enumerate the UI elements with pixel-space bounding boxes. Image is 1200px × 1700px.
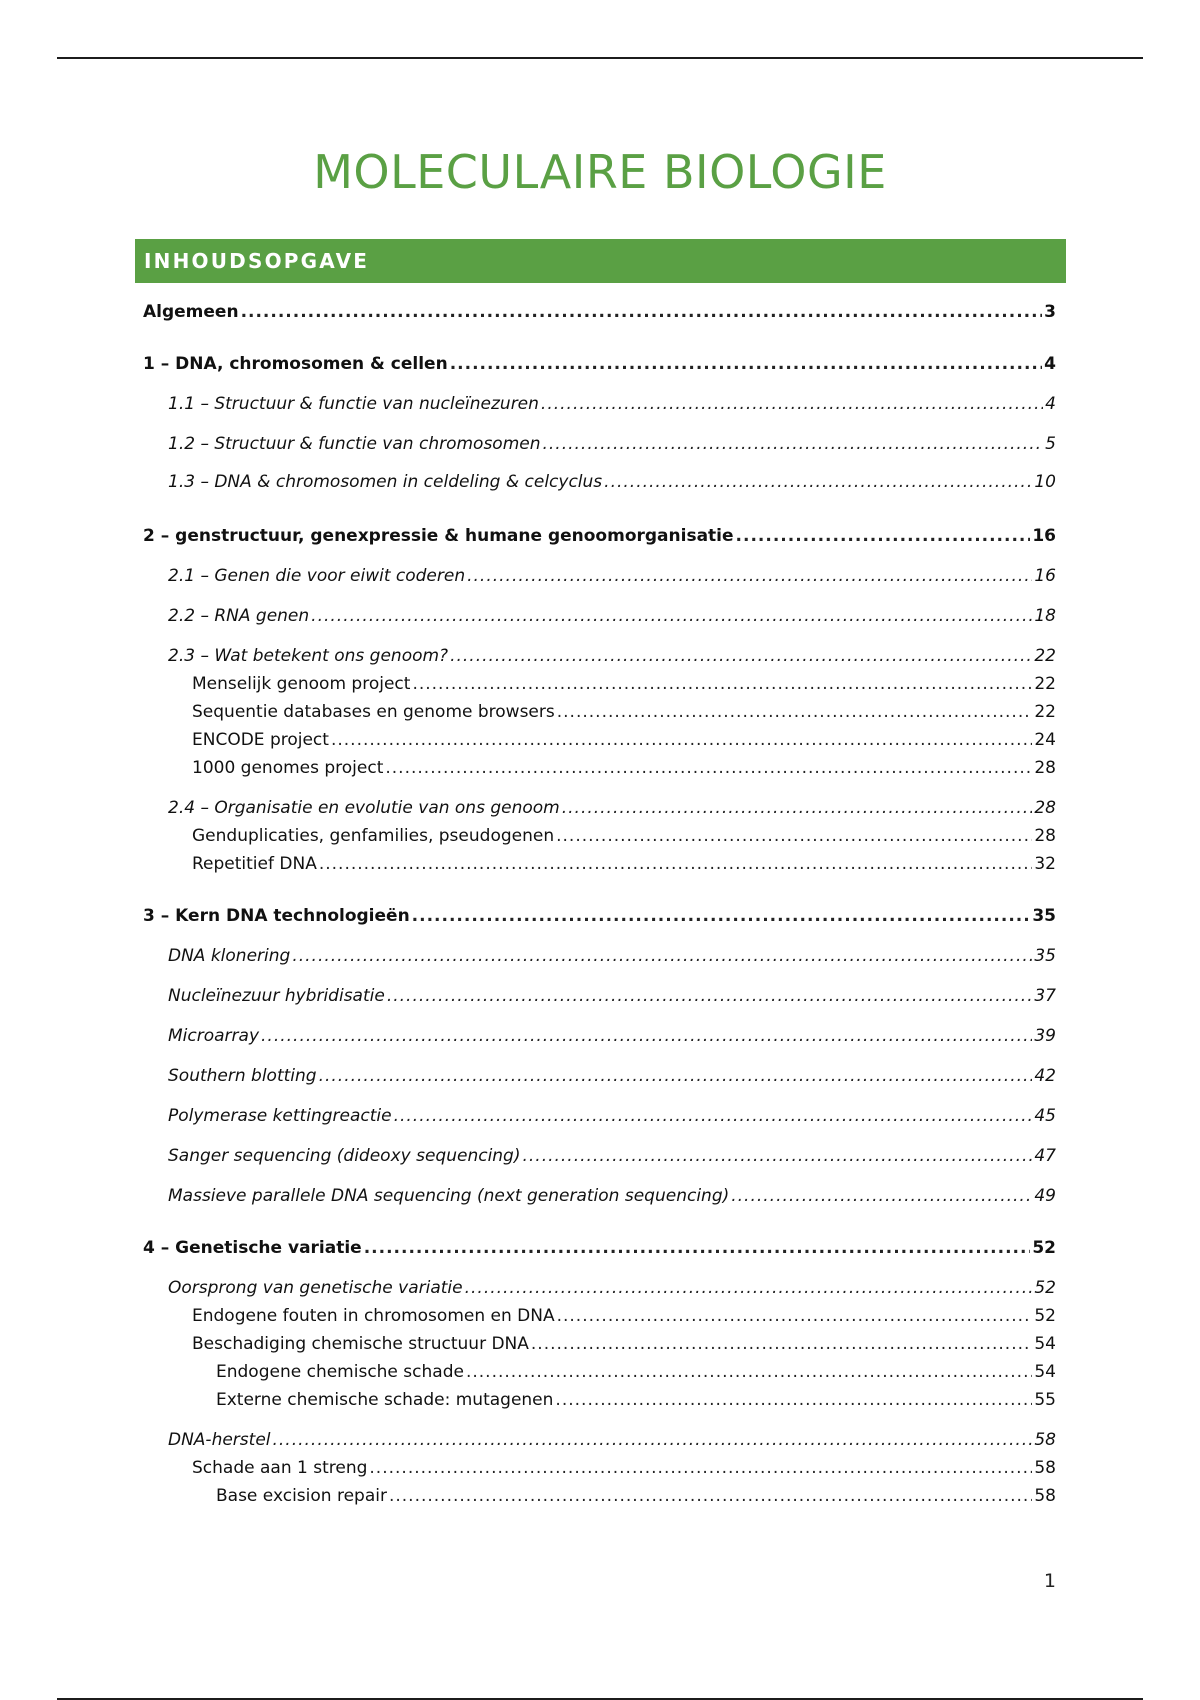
toc-entry-page: 22 (1034, 674, 1056, 694)
toc-leader-dots (465, 1274, 1033, 1302)
toc-entry-page: 32 (1034, 854, 1056, 874)
toc-entry-label: Sequentie databases en genome browsers (192, 702, 555, 722)
toc-entry-section-2-3[interactable] (143, 642, 1056, 670)
toc-entry-sanger-sequencing[interactable] (143, 1142, 1056, 1170)
toc-entry-page: 39 (1034, 1026, 1056, 1046)
toc-entry-page: 4 (1045, 394, 1056, 414)
toc-leader-dots (292, 942, 1032, 970)
toc-entry-label: ENCODE project (192, 730, 329, 750)
toc-entry-label: 1.2 – Structuur & functie van chromosomen (168, 434, 541, 454)
toc-entry-beschadiging-chemische-structuur[interactable] (143, 1330, 1056, 1358)
table-of-contents (143, 298, 1056, 1510)
toc-entry-encode-project[interactable] (143, 726, 1056, 754)
toc-entry-section-2-1[interactable] (143, 562, 1056, 590)
toc-leader-dots (604, 468, 1032, 496)
toc-entry-dna-klonering[interactable] (143, 942, 1056, 970)
toc-leader-dots (387, 982, 1033, 1010)
toc-entry-page: 5 (1045, 434, 1056, 454)
toc-entry-sequentie-databases[interactable] (143, 698, 1056, 726)
toc-entry-endogene-fouten[interactable] (143, 1302, 1056, 1330)
toc-entry-label: 4 – Genetische variatie (143, 1238, 362, 1258)
page-number: 1 (1043, 1570, 1056, 1592)
toc-entry-1000-genomes-project[interactable] (143, 754, 1056, 782)
toc-entry-externe-chemische-schade[interactable] (143, 1386, 1056, 1414)
toc-entry-section-2-2[interactable] (143, 602, 1056, 630)
toc-entry-page: 54 (1034, 1334, 1056, 1354)
toc-entry-endogene-chemische-schade[interactable] (143, 1358, 1056, 1386)
toc-entry-page: 16 (1034, 566, 1056, 586)
toc-entry-page: 28 (1034, 826, 1056, 846)
toc-leader-dots (273, 1426, 1033, 1454)
toc-leader-dots (522, 1142, 1032, 1170)
toc-entry-page: 37 (1034, 986, 1056, 1006)
toc-entry-label: 1.3 – DNA & chromosomen in celdeling & celcyclus (168, 472, 603, 492)
toc-entry-section-2-4[interactable] (143, 794, 1056, 822)
toc-entry-oorsprong-variatie[interactable] (143, 1274, 1056, 1302)
toc-entry-page: 45 (1034, 1106, 1056, 1126)
toc-heading-banner (135, 239, 1066, 283)
toc-entry-page: 49 (1034, 1186, 1056, 1206)
toc-entry-page: 52 (1032, 1238, 1056, 1258)
toc-leader-dots (543, 430, 1044, 458)
toc-entry-polymerase-kettingreactie[interactable] (143, 1102, 1056, 1130)
toc-entry-page: 55 (1034, 1390, 1056, 1410)
toc-entry-label: Repetitief DNA (192, 854, 317, 874)
toc-entry-chapter-2[interactable] (143, 522, 1056, 550)
toc-entry-label: Schade aan 1 streng (192, 1458, 368, 1478)
toc-entry-chapter-4[interactable] (143, 1234, 1056, 1262)
toc-leader-dots (450, 642, 1032, 670)
document-title: MOLECULAIRE BIOLOGIE (313, 145, 887, 199)
toc-entry-page: 22 (1034, 646, 1056, 666)
toc-leader-dots (557, 698, 1033, 726)
toc-entry-nucleinezuur-hybridisatie[interactable] (143, 982, 1056, 1010)
toc-entry-label: Genduplicaties, genfamilies, pseudogenen (192, 826, 555, 846)
toc-leader-dots (311, 602, 1032, 630)
toc-entry-schade-aan-1-streng[interactable] (143, 1454, 1056, 1482)
toc-entry-page: 54 (1034, 1362, 1056, 1382)
toc-entry-section-1-2[interactable] (143, 430, 1056, 458)
toc-entry-chapter-3[interactable] (143, 902, 1056, 930)
toc-entry-label: Beschadiging chemische structuur DNA (192, 1334, 529, 1354)
toc-entry-page: 28 (1034, 758, 1056, 778)
toc-leader-dots (385, 754, 1032, 782)
toc-entry-label: DNA klonering (168, 946, 291, 966)
toc-entry-label: 3 – Kern DNA technologieën (143, 906, 410, 926)
toc-leader-dots (412, 902, 1031, 930)
toc-leader-dots (261, 1022, 1032, 1050)
toc-entry-section-1-3[interactable] (143, 468, 1056, 496)
toc-entry-label: Menselijk genoom project (192, 674, 411, 694)
toc-leader-dots (389, 1482, 1032, 1510)
toc-entry-microarray[interactable] (143, 1022, 1056, 1050)
toc-leader-dots (319, 850, 1033, 878)
toc-leader-dots (466, 1358, 1032, 1386)
toc-leader-dots (736, 522, 1031, 550)
toc-entry-label: Southern blotting (168, 1066, 317, 1086)
toc-entry-label: 2.3 – Wat betekent ons genoom? (168, 646, 449, 666)
toc-entry-label: 2 – genstructuur, genexpressie & humane genoomorganisatie (143, 526, 734, 546)
toc-entry-page: 24 (1034, 730, 1056, 750)
toc-entry-label: Polymerase kettingreactie (168, 1106, 392, 1126)
top-rule (57, 57, 1143, 59)
toc-entry-section-1-1[interactable] (143, 390, 1056, 418)
toc-entry-label: DNA-herstel (168, 1430, 271, 1450)
toc-entry-massieve-parallele-sequencing[interactable] (143, 1182, 1056, 1210)
toc-leader-dots (556, 822, 1032, 850)
toc-leader-dots (241, 298, 1043, 326)
toc-heading: INHOUDSOPGAVE (144, 249, 370, 273)
toc-entry-page: 58 (1034, 1430, 1056, 1450)
toc-entry-page: 16 (1032, 526, 1056, 546)
toc-entry-page: 22 (1034, 702, 1056, 722)
toc-leader-dots (412, 670, 1032, 698)
toc-entry-page: 28 (1034, 798, 1056, 818)
toc-entry-label: Externe chemische schade: mutagenen (216, 1390, 554, 1410)
toc-entry-label: Endogene fouten in chromosomen en DNA (192, 1306, 555, 1326)
toc-entry-label: Oorsprong van genetische variatie (168, 1278, 463, 1298)
toc-leader-dots (557, 1302, 1033, 1330)
toc-entry-dna-herstel[interactable] (143, 1426, 1056, 1454)
toc-entry-label: 1000 genomes project (192, 758, 384, 778)
toc-entry-label: 2.4 – Organisatie en evolutie van ons genoom (168, 798, 560, 818)
toc-entry-label: Algemeen (143, 302, 239, 322)
toc-entry-label: 2.1 – Genen die voor eiwit coderen (168, 566, 466, 586)
toc-entry-page: 52 (1034, 1306, 1056, 1326)
toc-entry-page: 10 (1034, 472, 1056, 492)
toc-entry-label: 1 – DNA, chromosomen & cellen (143, 354, 448, 374)
toc-leader-dots (331, 726, 1032, 754)
toc-entry-page: 3 (1044, 302, 1056, 322)
toc-entry-label: Endogene chemische schade (216, 1362, 464, 1382)
toc-entry-page: 42 (1034, 1066, 1056, 1086)
toc-entry-label: Microarray (168, 1026, 260, 1046)
toc-entry-repetitief-dna[interactable] (143, 850, 1056, 878)
toc-entry-page: 47 (1034, 1146, 1056, 1166)
toc-entry-label: Base excision repair (216, 1486, 387, 1506)
toc-entry-southern-blotting[interactable] (143, 1062, 1056, 1090)
toc-leader-dots (369, 1454, 1032, 1482)
toc-entry-menselijk-genoom-project[interactable] (143, 670, 1056, 698)
toc-entry-chapter-1[interactable] (143, 350, 1056, 378)
toc-entry-label: Nucleïnezuur hybridisatie (168, 986, 385, 1006)
toc-leader-dots (450, 350, 1042, 378)
toc-entry-page: 18 (1034, 606, 1056, 626)
toc-entry-base-excision-repair[interactable] (143, 1482, 1056, 1510)
toc-entry-algemeen[interactable] (143, 298, 1056, 326)
toc-leader-dots (731, 1182, 1032, 1210)
toc-leader-dots (364, 1234, 1031, 1262)
toc-leader-dots (555, 1386, 1032, 1414)
toc-entry-label: Massieve parallele DNA sequencing (next generation sequencing) (168, 1186, 730, 1206)
toc-entry-page: 58 (1034, 1486, 1056, 1506)
toc-entry-page: 52 (1034, 1278, 1056, 1298)
toc-leader-dots (319, 1062, 1033, 1090)
toc-entry-page: 35 (1032, 906, 1056, 926)
toc-entry-label: Sanger sequencing (dideoxy sequencing) (168, 1146, 521, 1166)
toc-leader-dots (467, 562, 1032, 590)
toc-entry-page: 35 (1034, 946, 1056, 966)
toc-entry-page: 4 (1044, 354, 1056, 374)
toc-leader-dots (531, 1330, 1032, 1358)
toc-entry-label: 2.2 – RNA genen (168, 606, 310, 626)
toc-leader-dots (541, 390, 1043, 418)
toc-leader-dots (394, 1102, 1033, 1130)
toc-entry-page: 58 (1034, 1458, 1056, 1478)
toc-entry-label: 1.1 – Structuur & functie van nucleïnezuren (168, 394, 539, 414)
toc-leader-dots (562, 794, 1033, 822)
toc-entry-genduplicaties[interactable] (143, 822, 1056, 850)
